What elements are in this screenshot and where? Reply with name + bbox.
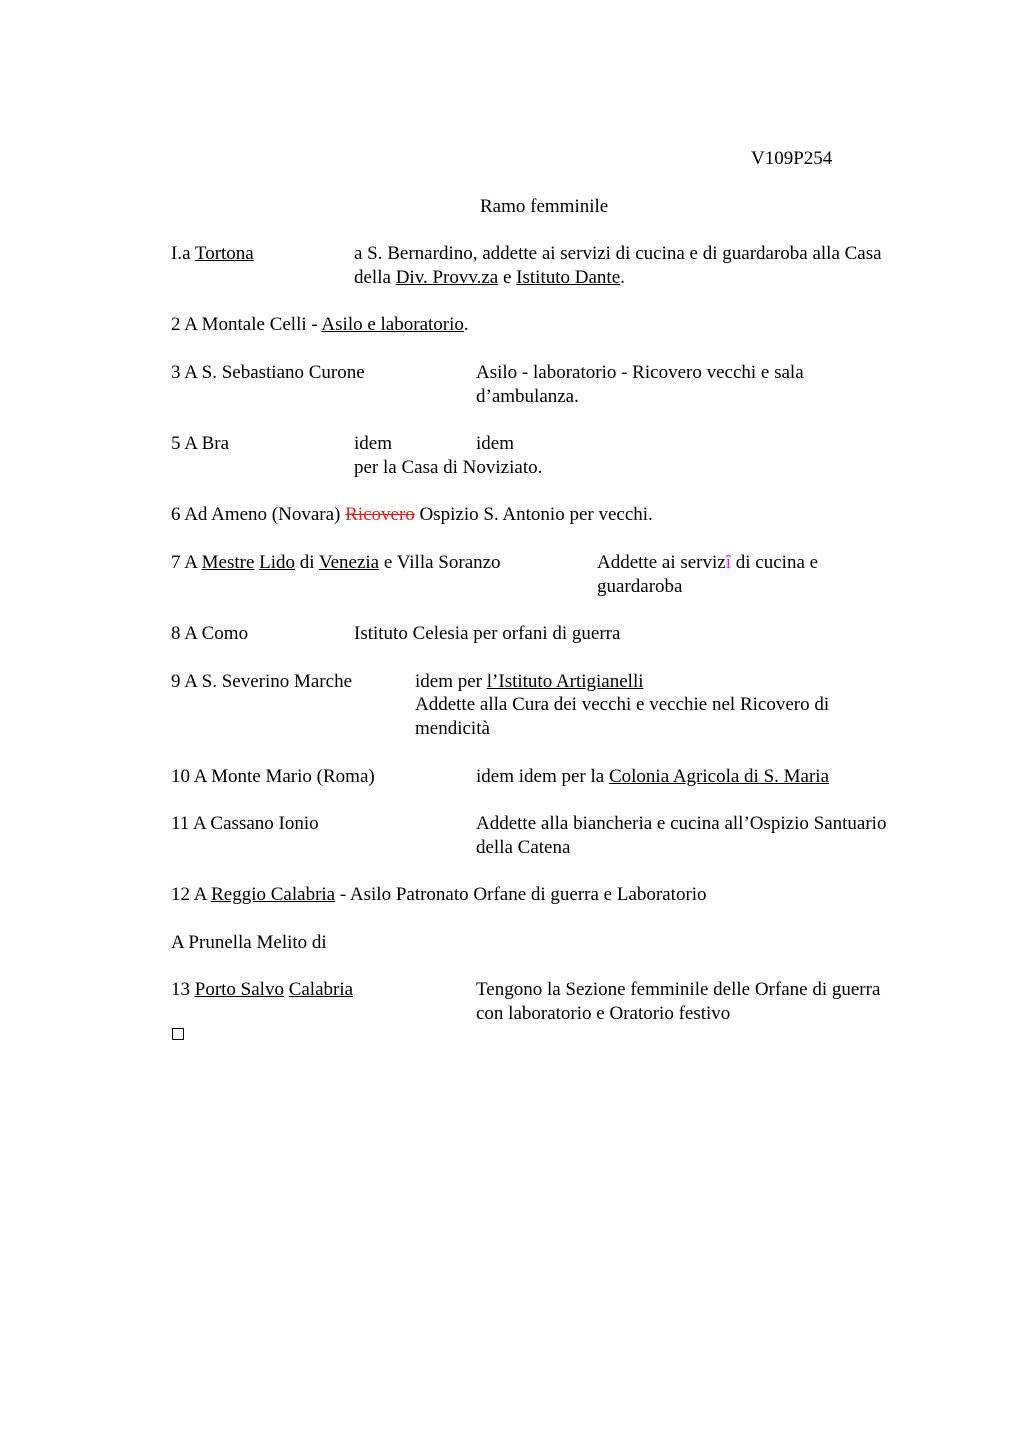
- entry-9-place: 9 A S. Severino Marche: [171, 671, 353, 692]
- entry-13-pre: A Prunella Melito di: [171, 932, 327, 953]
- entry-11-desc-line2: della Catena: [476, 837, 571, 858]
- entry-1-desc-line2: della Div. Provv.za e Istituto Dante.: [354, 267, 625, 288]
- entry-9-desc-line3: mendicità: [415, 718, 490, 739]
- page-reference: V109P254: [751, 148, 833, 169]
- entry-2: 2 A Montale Celli - Asilo e laboratorio.: [171, 314, 469, 335]
- entry-5-desc: per la Casa di Noviziato.: [354, 457, 543, 478]
- entry-5-place: 5 A Bra: [171, 433, 230, 454]
- entry-1-desc-line1: a S. Bernardino, addette ai servizi di cucina e di guardaroba alla Casa: [354, 243, 882, 264]
- entry-7-desc-line1: Addette ai servizî di cucina e: [597, 552, 819, 573]
- deleted-word: Ricovero: [345, 504, 415, 525]
- entry-3-desc-line2: d’ambulanza.: [476, 386, 579, 407]
- entry-5-col3: idem: [476, 433, 514, 454]
- entry-7-desc-line2: guardaroba: [597, 576, 683, 597]
- empty-checkbox-icon: [172, 1028, 184, 1040]
- entry-10-place: 10 A Monte Mario (Roma): [171, 766, 375, 787]
- entry-11-desc-line1: Addette alla biancheria e cucina all’Ospizio Santuario: [476, 813, 887, 834]
- entry-7-place: 7 A Mestre Lido di Venezia e Villa Soranzo: [171, 552, 501, 573]
- entry-3-place: 3 A S. Sebastiano Curone: [171, 362, 365, 383]
- entry-10-desc: idem idem per la Colonia Agricola di S. Maria: [476, 766, 830, 787]
- circumflex-mark: î: [725, 552, 732, 573]
- page-title: Ramo femminile: [480, 196, 609, 217]
- entry-9-desc-line1: idem per l’Istituto Artigianelli: [415, 671, 644, 692]
- entry-5-col2: idem: [354, 433, 392, 454]
- entry-3-desc-line1: Asilo - laboratorio - Ricovero vecchi e sala: [476, 362, 804, 383]
- entry-13-place: 13 Porto Salvo Calabria: [171, 979, 354, 1000]
- entry-12: 12 A Reggio Calabria - Asilo Patronato Orfane di guerra e Laboratorio: [171, 884, 707, 905]
- entry-1-place: I.a Tortona: [171, 243, 254, 264]
- entry-6: 6 Ad Ameno (Novara) Ricovero Ospizio S. Antonio per vecchi.: [171, 504, 653, 525]
- entry-13-desc-line2: con laboratorio e Oratorio festivo: [476, 1003, 731, 1024]
- entry-9-desc-line2: Addette alla Cura dei vecchi e vecchie nel Ricovero di: [415, 694, 830, 715]
- entry-13-desc-line1: Tengono la Sezione femminile delle Orfane di guerra: [476, 979, 881, 1000]
- entry-8-desc: Istituto Celesia per orfani di guerra: [354, 623, 621, 644]
- entry-8-place: 8 A Como: [171, 623, 249, 644]
- entry-11-place: 11 A Cassano Ionio: [171, 813, 319, 834]
